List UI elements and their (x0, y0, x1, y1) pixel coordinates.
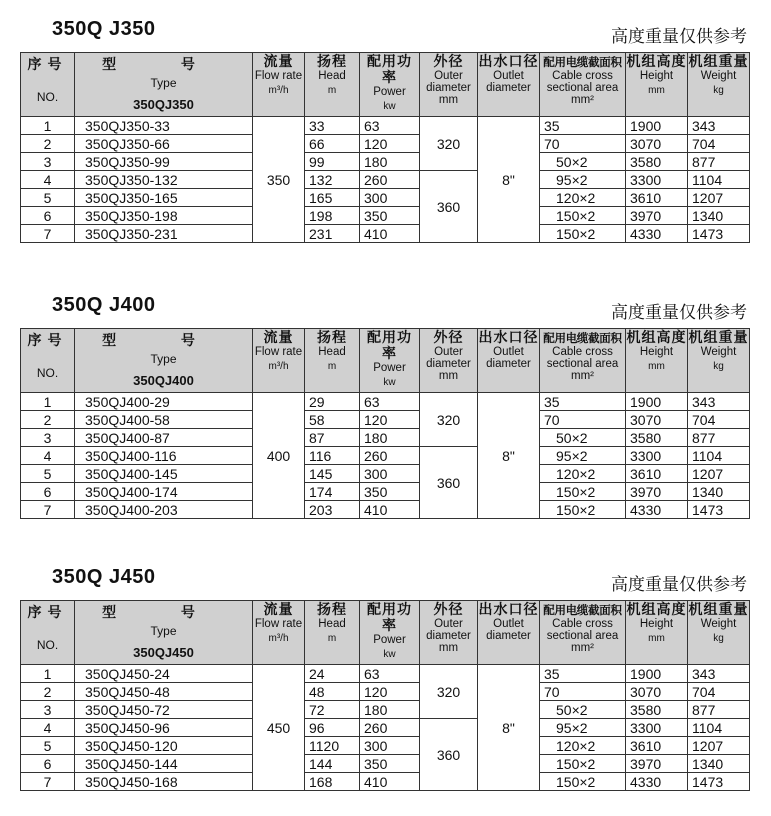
row-number-cell: 2 (21, 683, 75, 701)
header-outer-diameter: 外径 Outer diameter mm (420, 329, 478, 393)
power-cell: 350 (360, 207, 420, 225)
height-cell: 3300 (626, 719, 688, 737)
row-number-cell: 6 (21, 483, 75, 501)
head-cell: 168 (305, 773, 360, 791)
head-cell: 144 (305, 755, 360, 773)
row-number-cell: 2 (21, 135, 75, 153)
cable-cell: 50×2 (540, 153, 626, 171)
cable-cell: 95×2 (540, 719, 626, 737)
model-cell: 350QJ450-168 (75, 773, 253, 791)
reference-note: 高度重量仅供参考 (611, 575, 747, 595)
table-header-row (21, 53, 750, 117)
head-cell: 203 (305, 501, 360, 519)
spec-table-block (20, 294, 749, 519)
outer-diameter-cell: 320 (420, 117, 478, 171)
header-power: 配用功率 Power kw (360, 329, 420, 393)
header-weight: 机组重量 Weight kg (688, 53, 750, 117)
power-cell: 410 (360, 501, 420, 519)
weight-cell: 343 (688, 117, 750, 135)
flow-rate-cell: 350 (253, 117, 305, 243)
table-row (21, 737, 750, 755)
cable-cell: 120×2 (540, 465, 626, 483)
cable-cell: 150×2 (540, 225, 626, 243)
power-cell: 120 (360, 683, 420, 701)
height-cell: 3610 (626, 737, 688, 755)
table-title-row (20, 566, 749, 600)
height-cell: 3970 (626, 755, 688, 773)
outlet-diameter-cell: 8" (478, 393, 540, 519)
height-cell: 3610 (626, 189, 688, 207)
outer-diameter-cell: 320 (420, 393, 478, 447)
model-cell: 350QJ400-174 (75, 483, 253, 501)
model-cell: 350QJ350-165 (75, 189, 253, 207)
model-cell: 350QJ400-145 (75, 465, 253, 483)
height-cell: 4330 (626, 501, 688, 519)
height-cell: 3070 (626, 411, 688, 429)
spec-table (20, 328, 750, 519)
model-cell: 350QJ350-99 (75, 153, 253, 171)
table-row (21, 207, 750, 225)
head-cell: 87 (305, 429, 360, 447)
head-cell: 198 (305, 207, 360, 225)
table-row (21, 189, 750, 207)
table-header-row (21, 329, 750, 393)
header-head: 扬程 Head m (305, 601, 360, 665)
power-cell: 260 (360, 447, 420, 465)
outer-diameter-cell: 360 (420, 719, 478, 791)
weight-cell: 1473 (688, 225, 750, 243)
weight-cell: 1473 (688, 773, 750, 791)
power-cell: 300 (360, 189, 420, 207)
weight-cell: 704 (688, 135, 750, 153)
outer-diameter-cell: 360 (420, 171, 478, 243)
header-power: 配用功率 Power kw (360, 601, 420, 665)
header-weight: 机组重量 Weight kg (688, 601, 750, 665)
flow-rate-cell: 450 (253, 665, 305, 791)
table-row (21, 719, 750, 737)
cable-cell: 95×2 (540, 171, 626, 189)
flow-rate-cell: 400 (253, 393, 305, 519)
model-cell: 350QJ450-48 (75, 683, 253, 701)
head-cell: 24 (305, 665, 360, 683)
table-header-row (21, 601, 750, 665)
header-outlet-diameter: 出水口径 Outlet diameter (478, 329, 540, 393)
row-number-cell: 5 (21, 737, 75, 755)
header-flow: 流量 Flow rate m³/h (253, 329, 305, 393)
header-head: 扬程 Head m (305, 53, 360, 117)
power-cell: 63 (360, 117, 420, 135)
model-cell: 350QJ400-116 (75, 447, 253, 465)
row-number-cell: 7 (21, 773, 75, 791)
height-cell: 1900 (626, 665, 688, 683)
row-number-cell: 6 (21, 207, 75, 225)
header-outlet-diameter: 出水口径 Outlet diameter (478, 601, 540, 665)
header-flow: 流量 Flow rate m³/h (253, 601, 305, 665)
model-cell: 350QJ400-203 (75, 501, 253, 519)
spec-table (20, 52, 750, 243)
weight-cell: 1207 (688, 465, 750, 483)
weight-cell: 1340 (688, 207, 750, 225)
weight-cell: 1340 (688, 483, 750, 501)
model-cell: 350QJ400-87 (75, 429, 253, 447)
head-cell: 33 (305, 117, 360, 135)
header-power: 配用功率 Power kw (360, 53, 420, 117)
header-series: 350QJ350 (133, 97, 194, 112)
head-cell: 165 (305, 189, 360, 207)
cable-cell: 50×2 (540, 429, 626, 447)
row-number-cell: 7 (21, 225, 75, 243)
header-height: 机组高度 Height mm (626, 329, 688, 393)
header-type: 型 号 Type 350QJ350 (75, 53, 253, 117)
header-flow: 流量 Flow rate m³/h (253, 53, 305, 117)
reference-note: 高度重量仅供参考 (611, 303, 747, 323)
power-cell: 120 (360, 135, 420, 153)
head-cell: 96 (305, 719, 360, 737)
cable-cell: 150×2 (540, 501, 626, 519)
row-number-cell: 6 (21, 755, 75, 773)
header-type: 型 号 Type 350QJ400 (75, 329, 253, 393)
weight-cell: 343 (688, 665, 750, 683)
table-row (21, 701, 750, 719)
header-no: 序号 NO. (21, 329, 75, 393)
power-cell: 410 (360, 225, 420, 243)
header-no: 序号 NO. (21, 53, 75, 117)
row-number-cell: 4 (21, 447, 75, 465)
header-cable: 配用电缆截面积 Cable cross sectional area mm² (540, 53, 626, 117)
header-no: 序号 NO. (21, 601, 75, 665)
series-title: 350Q J400 (52, 294, 156, 316)
head-cell: 66 (305, 135, 360, 153)
head-cell: 231 (305, 225, 360, 243)
height-cell: 3580 (626, 701, 688, 719)
head-cell: 174 (305, 483, 360, 501)
head-cell: 99 (305, 153, 360, 171)
table-row (21, 501, 750, 519)
cable-cell: 50×2 (540, 701, 626, 719)
series-title: 350Q J450 (52, 566, 156, 588)
table-row (21, 683, 750, 701)
model-cell: 350QJ450-72 (75, 701, 253, 719)
weight-cell: 704 (688, 411, 750, 429)
height-cell: 3970 (626, 483, 688, 501)
power-cell: 350 (360, 483, 420, 501)
model-cell: 350QJ350-198 (75, 207, 253, 225)
header-outlet-diameter: 出水口径 Outlet diameter (478, 53, 540, 117)
outlet-diameter-cell: 8" (478, 665, 540, 791)
table-title-row (20, 18, 749, 52)
model-cell: 350QJ400-58 (75, 411, 253, 429)
row-number-cell: 4 (21, 171, 75, 189)
header-cable: 配用电缆截面积 Cable cross sectional area mm² (540, 329, 626, 393)
model-cell: 350QJ400-29 (75, 393, 253, 411)
model-cell: 350QJ350-132 (75, 171, 253, 189)
table-row (21, 483, 750, 501)
height-cell: 3610 (626, 465, 688, 483)
spec-table (20, 600, 750, 791)
row-number-cell: 1 (21, 117, 75, 135)
power-cell: 260 (360, 171, 420, 189)
power-cell: 350 (360, 755, 420, 773)
cable-cell: 70 (540, 683, 626, 701)
weight-cell: 1104 (688, 447, 750, 465)
row-number-cell: 3 (21, 429, 75, 447)
header-height: 机组高度 Height mm (626, 53, 688, 117)
cable-cell: 150×2 (540, 773, 626, 791)
height-cell: 3300 (626, 171, 688, 189)
outer-diameter-cell: 320 (420, 665, 478, 719)
row-number-cell: 5 (21, 189, 75, 207)
header-outer-diameter: 外径 Outer diameter mm (420, 53, 478, 117)
table-row (21, 411, 750, 429)
cable-cell: 35 (540, 393, 626, 411)
table-row (21, 755, 750, 773)
table-row (21, 225, 750, 243)
power-cell: 300 (360, 737, 420, 755)
head-cell: 48 (305, 683, 360, 701)
cable-cell: 150×2 (540, 483, 626, 501)
height-cell: 3580 (626, 429, 688, 447)
weight-cell: 1473 (688, 501, 750, 519)
row-number-cell: 1 (21, 665, 75, 683)
weight-cell: 1207 (688, 189, 750, 207)
table-title-row (20, 294, 749, 328)
weight-cell: 704 (688, 683, 750, 701)
model-cell: 350QJ350-33 (75, 117, 253, 135)
reference-note: 高度重量仅供参考 (611, 27, 747, 47)
height-cell: 1900 (626, 117, 688, 135)
weight-cell: 343 (688, 393, 750, 411)
head-cell: 29 (305, 393, 360, 411)
cable-cell: 150×2 (540, 755, 626, 773)
height-cell: 3070 (626, 683, 688, 701)
weight-cell: 877 (688, 701, 750, 719)
cable-cell: 35 (540, 665, 626, 683)
height-cell: 3070 (626, 135, 688, 153)
power-cell: 63 (360, 393, 420, 411)
cable-cell: 120×2 (540, 189, 626, 207)
row-number-cell: 3 (21, 153, 75, 171)
head-cell: 116 (305, 447, 360, 465)
weight-cell: 1104 (688, 719, 750, 737)
outlet-diameter-cell: 8" (478, 117, 540, 243)
series-title: 350Q J350 (52, 18, 156, 40)
head-cell: 132 (305, 171, 360, 189)
power-cell: 410 (360, 773, 420, 791)
height-cell: 1900 (626, 393, 688, 411)
row-number-cell: 2 (21, 411, 75, 429)
table-row (21, 171, 750, 189)
model-cell: 350QJ350-66 (75, 135, 253, 153)
weight-cell: 1207 (688, 737, 750, 755)
header-outer-diameter: 外径 Outer diameter mm (420, 601, 478, 665)
model-cell: 350QJ450-96 (75, 719, 253, 737)
cable-cell: 150×2 (540, 207, 626, 225)
power-cell: 180 (360, 153, 420, 171)
table-row (21, 393, 750, 411)
head-cell: 58 (305, 411, 360, 429)
head-cell: 145 (305, 465, 360, 483)
power-cell: 120 (360, 411, 420, 429)
outer-diameter-cell: 360 (420, 447, 478, 519)
cable-cell: 120×2 (540, 737, 626, 755)
table-row (21, 117, 750, 135)
height-cell: 4330 (626, 225, 688, 243)
power-cell: 180 (360, 701, 420, 719)
header-head: 扬程 Head m (305, 329, 360, 393)
row-number-cell: 3 (21, 701, 75, 719)
power-cell: 300 (360, 465, 420, 483)
row-number-cell: 4 (21, 719, 75, 737)
height-cell: 3970 (626, 207, 688, 225)
weight-cell: 1104 (688, 171, 750, 189)
table-row (21, 429, 750, 447)
header-height: 机组高度 Height mm (626, 601, 688, 665)
model-cell: 350QJ450-120 (75, 737, 253, 755)
table-row (21, 153, 750, 171)
cable-cell: 70 (540, 411, 626, 429)
cable-cell: 95×2 (540, 447, 626, 465)
table-row (21, 135, 750, 153)
power-cell: 180 (360, 429, 420, 447)
height-cell: 3580 (626, 153, 688, 171)
height-cell: 4330 (626, 773, 688, 791)
table-row (21, 665, 750, 683)
table-row (21, 465, 750, 483)
header-weight: 机组重量 Weight kg (688, 329, 750, 393)
table-row (21, 773, 750, 791)
cable-cell: 35 (540, 117, 626, 135)
row-number-cell: 1 (21, 393, 75, 411)
weight-cell: 877 (688, 429, 750, 447)
model-cell: 350QJ450-24 (75, 665, 253, 683)
power-cell: 63 (360, 665, 420, 683)
header-type: 型 号 Type 350QJ450 (75, 601, 253, 665)
cable-cell: 70 (540, 135, 626, 153)
row-number-cell: 7 (21, 501, 75, 519)
row-number-cell: 5 (21, 465, 75, 483)
table-row (21, 447, 750, 465)
power-cell: 260 (360, 719, 420, 737)
header-series: 350QJ400 (133, 373, 194, 388)
weight-cell: 877 (688, 153, 750, 171)
head-cell: 1120 (305, 737, 360, 755)
model-cell: 350QJ350-231 (75, 225, 253, 243)
head-cell: 72 (305, 701, 360, 719)
model-cell: 350QJ450-144 (75, 755, 253, 773)
header-cable: 配用电缆截面积 Cable cross sectional area mm² (540, 601, 626, 665)
spec-table-block (20, 18, 749, 243)
header-series: 350QJ450 (133, 645, 194, 660)
weight-cell: 1340 (688, 755, 750, 773)
spec-table-block (20, 566, 749, 791)
height-cell: 3300 (626, 447, 688, 465)
